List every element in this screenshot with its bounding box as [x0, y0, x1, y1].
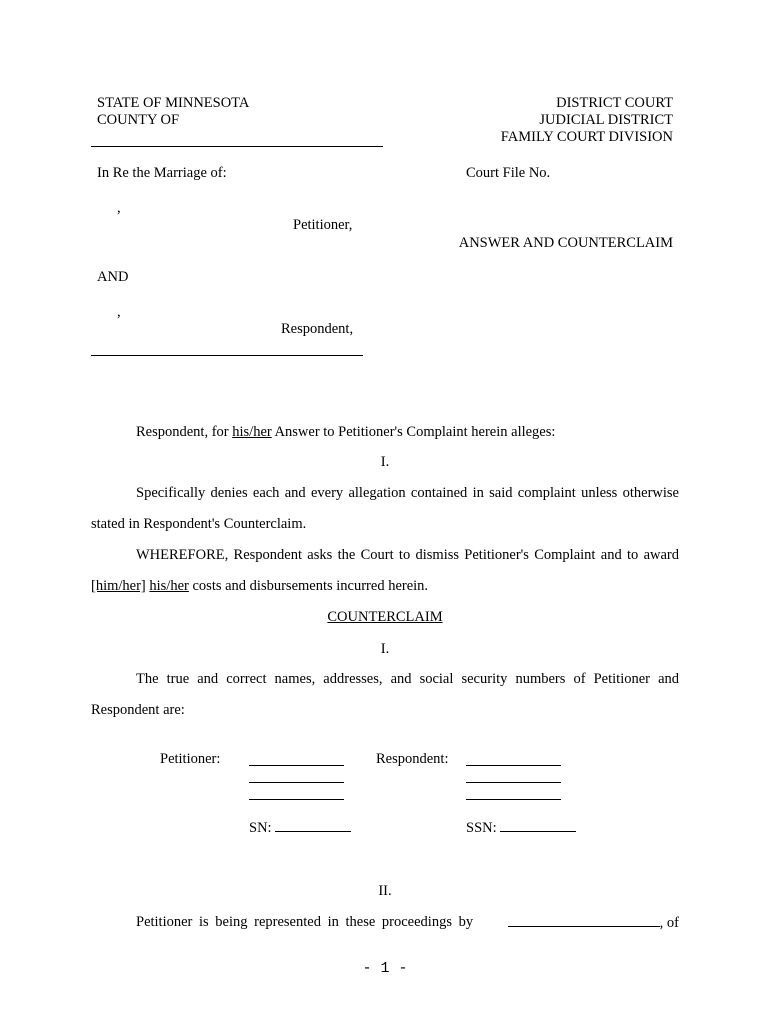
respondent-name-blank — [466, 765, 561, 766]
respondent-ssn-blank — [500, 819, 576, 832]
court-file-label: Court File No. — [466, 165, 551, 181]
his-her-option: his/her — [232, 424, 272, 440]
names-paragraph: The true and correct names, addresses, and social security numbers of Petitioner and Respondent are: — [91, 671, 679, 718]
petitioner-name-blank — [249, 765, 344, 766]
answer-intro: Respondent, for his/her Answer to Petitioner's Complaint herein alleges: — [136, 424, 556, 440]
respondent-caption-label: Respondent, — [281, 321, 354, 337]
denial-paragraph: Specifically denies each and every allegation contained in said complaint unless otherwise stated in Respondent's Counterclaim. — [91, 485, 679, 532]
caption-underline — [91, 355, 363, 356]
state-label: STATE OF MINNESOTA — [97, 95, 250, 111]
respondent-name-comma: , — [117, 304, 121, 320]
wherefore-paragraph: WHEREFORE, Respondent asks the Court to dismiss Petitioner's Complaint and to award [him/her] his/her costs and disbursements incurred herein. — [91, 547, 679, 594]
representation-line: Petitioner is being represented in these proceedings by , of — [136, 914, 679, 931]
in-re-marriage-label: In Re the Marriage of: — [97, 165, 227, 181]
petitioner-city-blank — [249, 799, 344, 800]
page-number: - 1 - — [362, 960, 408, 977]
petitioner-caption-label: Petitioner, — [293, 217, 353, 233]
him-her-option: [him/her] — [91, 578, 146, 594]
counterclaim-heading: COUNTERCLAIM — [327, 609, 443, 625]
counterclaim-section-i: I. — [380, 641, 390, 657]
petitioner-name-comma: , — [117, 200, 121, 216]
district-court-label: DISTRICT COURT — [556, 95, 673, 111]
petitioner-address-blank — [249, 782, 344, 783]
family-division-label: FAMILY COURT DIVISION — [500, 129, 673, 145]
counterclaim-section-ii: II. — [378, 883, 392, 899]
county-label: COUNTY OF — [97, 112, 180, 128]
petitioner-info-label: Petitioner: — [160, 751, 221, 767]
respondent-ssn-field: SSN: — [466, 819, 576, 837]
and-label: AND — [97, 269, 129, 285]
his-her-option-2: his/her — [149, 578, 189, 594]
respondent-info-label: Respondent: — [376, 751, 449, 767]
petitioner-sn-blank — [275, 819, 351, 832]
document-title: ANSWER AND COUNTERCLAIM — [458, 235, 673, 251]
judicial-district-label: JUDICIAL DISTRICT — [539, 112, 673, 128]
petitioner-sn-field: SN: — [249, 819, 351, 837]
respondent-address-blank — [466, 782, 561, 783]
county-underline — [91, 146, 383, 147]
section-i-heading: I. — [380, 454, 390, 470]
respondent-city-blank — [466, 799, 561, 800]
attorney-name-blank — [508, 914, 660, 927]
